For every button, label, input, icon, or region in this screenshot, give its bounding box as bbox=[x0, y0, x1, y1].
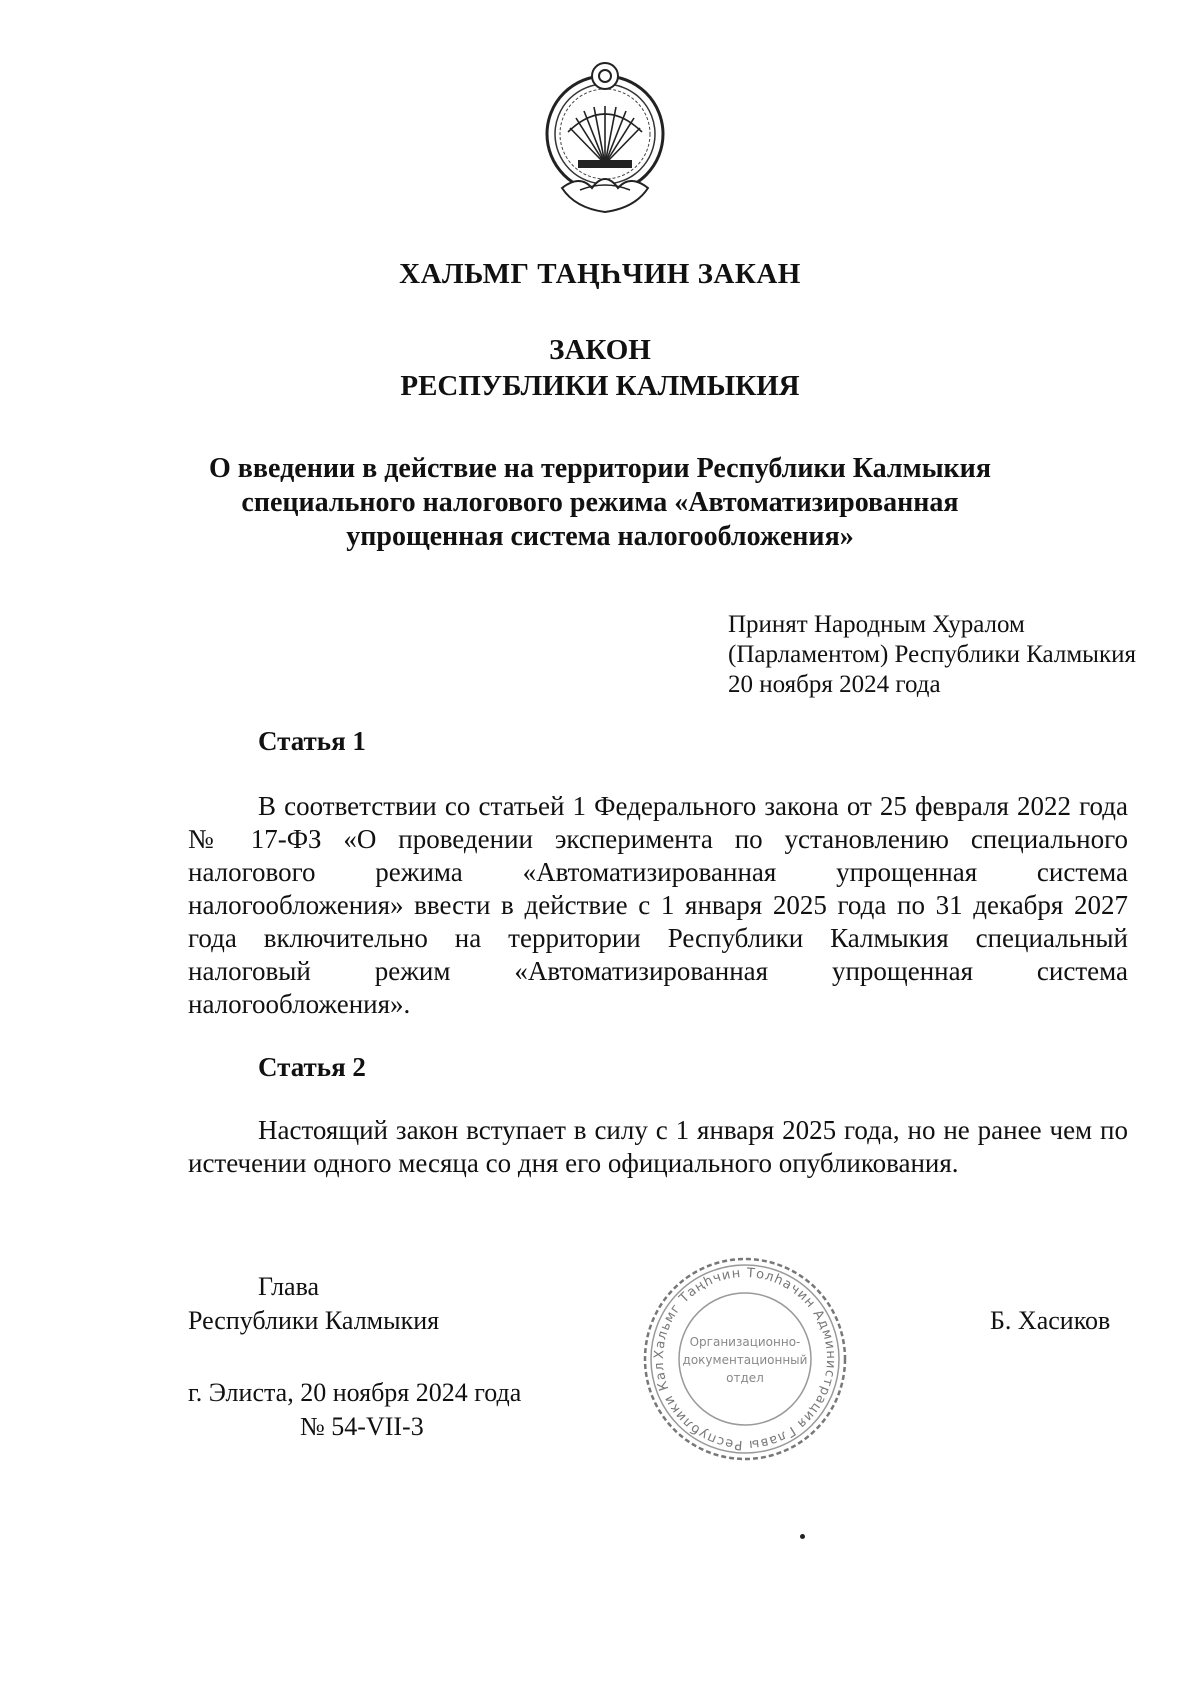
place-and-date: г. Элиста, 20 ноября 2024 года bbox=[188, 1378, 522, 1407]
law-number: № 54-VII-3 bbox=[300, 1412, 424, 1441]
document-title-kalmyk: ХАЛЬМГ ТАҢҺЧИН ЗАКАН bbox=[399, 258, 801, 290]
stamp-center-line3: отдел bbox=[726, 1371, 764, 1385]
subject-line1: О введении в действие на территории Республики Калмыкия bbox=[209, 453, 991, 484]
signatory-name: Б. Хасиков bbox=[990, 1306, 1111, 1335]
adoption-note bbox=[728, 610, 1136, 700]
subject-line3: упрощенная система налогообложения» bbox=[346, 521, 854, 552]
stamp-center-line1: Организационно- bbox=[689, 1335, 801, 1349]
stray-mark bbox=[800, 1534, 805, 1539]
signatory-position-line2: Республики Калмыкия bbox=[188, 1306, 440, 1335]
stamp-ring-text: Хальмг Таңһчин Толһачин Администрация Главы Республики Кал bbox=[651, 1265, 839, 1453]
article-2-heading: Статья 2 bbox=[258, 1052, 366, 1082]
subject-line2: специального налогового режима «Автоматизированная bbox=[241, 487, 959, 518]
adoption-line1: Принят Народным Хуралом bbox=[728, 611, 1025, 638]
article-1-heading: Статья 1 bbox=[258, 726, 366, 756]
adoption-line3: 20 ноября 2024 года bbox=[728, 671, 941, 698]
stamp-center-line2: документационный bbox=[682, 1353, 808, 1367]
article-1-text: В соответствии со статьей 1 Федерального закона от 25 февраля 2022 года № 17-ФЗ «О проведении эксперимента по установлению специального налогового режима «Автоматизированная упрощенная система налогообложения» ввести в действие с 1 января 2025 года по 31 декабря 2027 года включительно на территории Республики Калмыкия специальный налоговый режим «Автоматизированная упрощенная система налогообложения». bbox=[188, 791, 1128, 1019]
title-law-line1: ЗАКОН bbox=[549, 334, 651, 366]
document-title-law bbox=[0, 332, 1200, 404]
title-law-line2: РЕСПУБЛИКИ КАЛМЫКИЯ bbox=[400, 370, 800, 402]
signatory-position-line1: Глава bbox=[258, 1272, 320, 1301]
official-stamp bbox=[640, 1254, 850, 1469]
coat-of-arms-emblem bbox=[540, 56, 670, 231]
law-subject bbox=[0, 452, 1200, 554]
article-2-text: Настоящий закон вступает в силу с 1 января 2025 года, но не ранее чем по истечении одного месяца со дня его официального опубликования. bbox=[188, 1115, 1128, 1178]
adoption-line2: (Парламентом) Республики Калмыкия bbox=[728, 641, 1136, 668]
